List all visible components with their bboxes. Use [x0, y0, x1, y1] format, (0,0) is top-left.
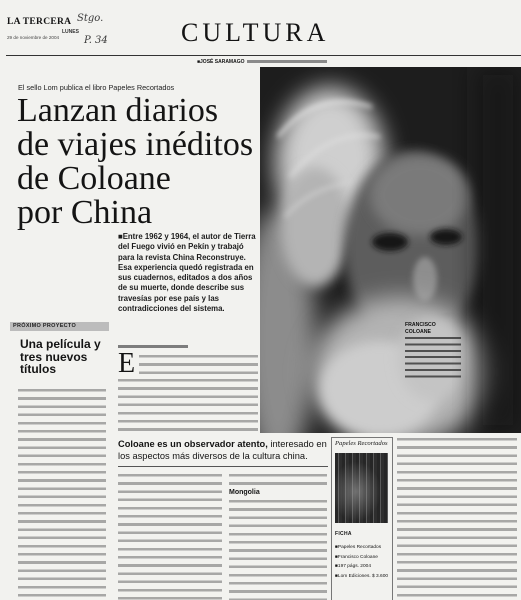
- ficha-item: ■ Papeles Recortados: [335, 543, 391, 553]
- side-story-label: PRÓXIMO PROYECTO: [10, 322, 109, 331]
- caption-name: FRANCISCO COLOANE: [405, 322, 436, 335]
- side-story-body-text: [18, 389, 106, 600]
- caption-text-lines: [405, 337, 461, 381]
- pull-quote: [118, 438, 332, 462]
- portrait-image: [260, 67, 521, 433]
- header-divider: [6, 55, 521, 56]
- ficha-item: ■ Lom Ediciones. $ 3.600: [335, 572, 391, 582]
- ficha-item: ■ 197 págs. 2004: [335, 562, 391, 572]
- ficha-list: [335, 543, 391, 581]
- pull-quote-lead: Coloane es un observador atento,: [118, 439, 268, 449]
- book-box-title: Papeles Recortados: [335, 440, 388, 447]
- pull-quote-rest: interesado en los aspectos más diversos de la cultura china.: [118, 439, 327, 461]
- drop-cap: E: [118, 348, 136, 379]
- headline-line: Lanzan diarios: [17, 92, 219, 129]
- pull-quote-divider: [118, 466, 328, 467]
- side-story-title: Una película y tres nuevos títulos: [20, 337, 101, 377]
- section-title: CULTURA: [181, 18, 330, 47]
- article-body-text: [229, 500, 327, 600]
- headline-line: de viajes inéditos: [17, 126, 254, 163]
- article-kicker: El sello Lom publica el libro Papeles Recortados: [18, 83, 175, 92]
- brief-text-lines: [247, 60, 327, 62]
- article-body-text: [397, 438, 517, 600]
- newspaper-masthead: LA TERCERA: [7, 17, 72, 27]
- photo-right-shade: [475, 67, 521, 433]
- headline-line: por China: [17, 194, 153, 231]
- book-cover-image: [335, 453, 388, 523]
- article-body-text: [139, 355, 258, 378]
- article-deck: ■ Entre 1962 y 1964, el autor de Tierra del Fuego vivió en Pekín y trabajó para la revista China Reconstruye. Esa experiencia quedó registrada en sus cuadernos, editados a dos años de su muerte, donde describe sus travesías por ese país y las contradicciones del sistema.: [118, 232, 256, 314]
- article-body-text: [229, 474, 327, 488]
- issue-date: 29 de noviembre de 2004: [7, 35, 60, 40]
- article-body-text: [118, 474, 222, 600]
- handwritten-city-note: Stgo.: [77, 13, 104, 24]
- coloane-portrait-photo: [260, 67, 521, 433]
- ficha-label: FICHA: [335, 531, 352, 537]
- issue-day: LUNES: [62, 29, 79, 35]
- article-headline: [17, 94, 259, 230]
- news-brief: [197, 59, 327, 65]
- article-body-text: [118, 379, 258, 435]
- headline-line: de Coloane: [17, 160, 171, 197]
- article-subhead: Mongolia: [229, 489, 260, 496]
- brief-lead: ■ JOSÉ SARAMAGO: [197, 59, 244, 65]
- ficha-item: ■ Francisco Coloane: [335, 553, 391, 563]
- photo-caption: [405, 322, 461, 381]
- handwritten-page-note: P. 34: [84, 35, 108, 46]
